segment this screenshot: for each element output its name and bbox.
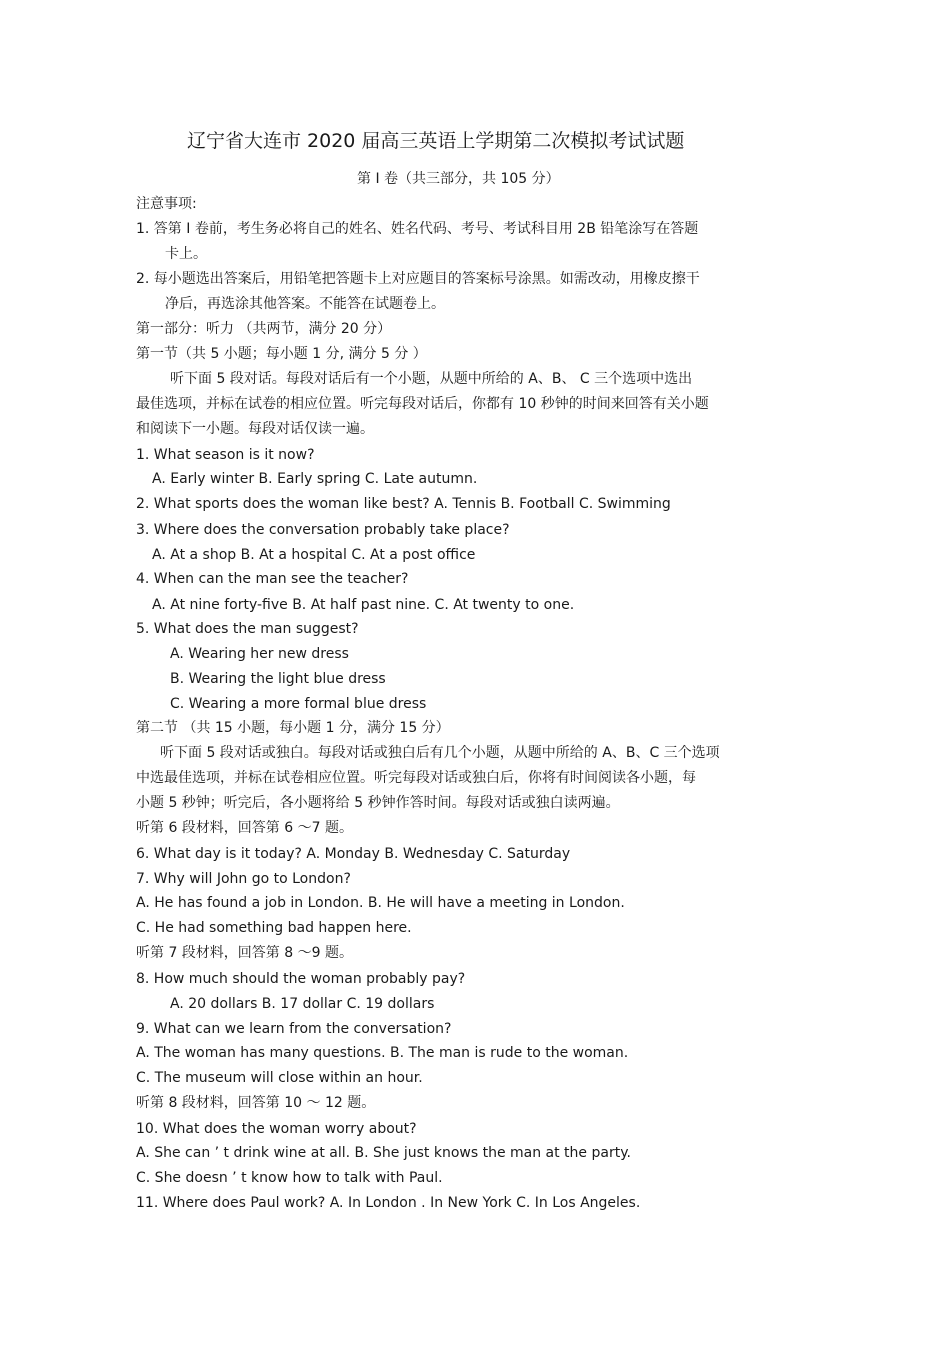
question-3: 3. Where does the conversation probably take place? [136,522,510,538]
options-8: A. 20 dollars B. 17 dollar C. 19 dollars [170,996,435,1012]
instruction-line: 听下面 5 段对话或独白。每段对话或独白后有几个小题，从题中所给的 A、B、C 三个选项 [160,745,720,761]
note-line: 卡上。 [165,246,207,262]
question-9: 9. What can we learn from the conversation? [136,1021,452,1037]
instruction-line: 听下面 5 段对话。每段对话后有一个小题，从题中所给的 A、B、 C 三个选项中选出 [170,371,693,387]
question-1: 1. What season is it now? [136,447,315,463]
options-7: C. He had something bad happen here. [136,920,412,936]
notes-heading: 注意事项: [136,196,197,212]
question-5: 5. What does the man suggest? [136,621,359,637]
question-6: 6. What day is it today? A. Monday B. Wednesday C. Saturday [136,846,571,862]
options-3: A. At a shop B. At a hospital C. At a post office [152,547,476,563]
option-5b: B. Wearing the light blue dress [170,671,386,687]
options-9: C. The museum will close within an hour. [136,1070,423,1086]
part-heading: 第一部分：听力 （共两节，满分 20 分） [136,321,392,337]
document-subtitle: 第 I 卷（共三部分，共 105 分） [357,171,560,187]
note-line: 1. 答第 I 卷前，考生务必将自己的姓名、姓名代码、考号、考试科目用 2B 铅笔涂写在答题 [136,221,699,237]
options-10: A. She can ’ t drink wine at all. B. She just knows the man at the party. [136,1145,631,1161]
section-heading: 第二节 （共 15 小题，每小题 1 分，满分 15 分） [136,720,450,736]
options-9: A. The woman has many questions. B. The man is rude to the woman. [136,1045,629,1061]
options-1: A. Early winter B. Early spring C. Late autumn. [152,471,478,487]
question-7: 7. Why will John go to London? [136,871,351,887]
material-heading: 听第 6 段材料，回答第 6 ～7 题。 [136,820,353,836]
instruction-line: 小题 5 秒钟；听完后，各小题将给 5 秒钟作答时间。每段对话或独白读两遍。 [136,795,620,811]
instruction-line: 和阅读下一小题。每段对话仅读一遍。 [136,421,374,437]
material-heading: 听第 8 段材料，回答第 10 ～ 12 题。 [136,1095,376,1111]
question-10: 10. What does the woman worry about? [136,1121,417,1137]
options-7: A. He has found a job in London. B. He will have a meeting in London. [136,895,625,911]
note-line: 2. 每小题选出答案后，用铅笔把答题卡上对应题目的答案标号涂黑。如需改动，用橡皮擦干 [136,271,700,287]
option-5c: C. Wearing a more formal blue dress [170,696,427,712]
question-2: 2. What sports does the woman like best? A. Tennis B. Football C. Swimming [136,496,671,512]
section-heading: 第一节（共 5 小题；每小题 1 分, 满分 5 分 ） [136,346,427,362]
options-10: C. She doesn ’ t know how to talk with Paul. [136,1170,443,1186]
option-5a: A. Wearing her new dress [170,646,349,662]
document-title: 辽宁省大连市 2020 届高三英语上学期第二次模拟考试试题 [187,130,685,152]
note-line: 净后，再选涂其他答案。不能答在试题卷上。 [165,296,445,312]
material-heading: 听第 7 段材料，回答第 8 ～9 题。 [136,945,353,961]
question-8: 8. How much should the woman probably pay? [136,971,466,987]
instruction-line: 中选最佳选项，并标在试卷相应位置。听完每段对话或独白后，你将有时间阅读各小题，每 [136,770,696,786]
question-4: 4. When can the man see the teacher? [136,571,409,587]
options-4: A. At nine forty-five B. At half past nine. C. At twenty to one. [152,597,575,613]
question-11: 11. Where does Paul work? A. In London . In New York C. In Los Angeles. [136,1195,641,1211]
instruction-line: 最佳选项，并标在试卷的相应位置。听完每段对话后，你都有 10 秒钟的时间来回答有关小题 [136,396,709,412]
